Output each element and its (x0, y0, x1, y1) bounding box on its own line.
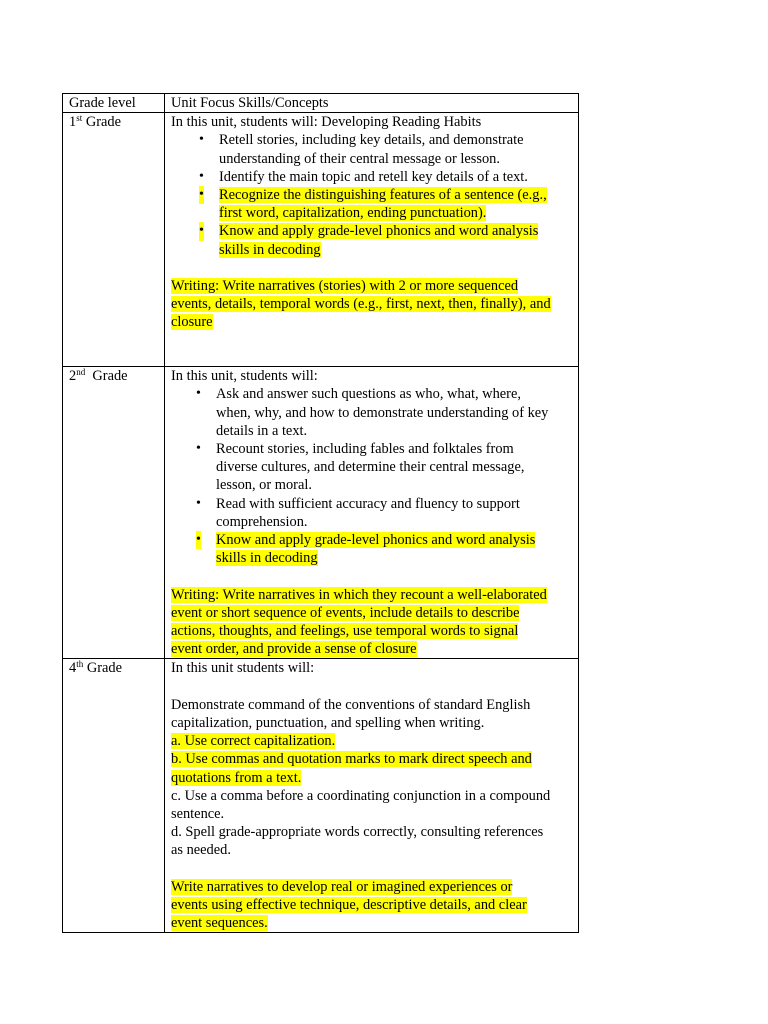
grade-number: 1 (69, 114, 77, 131)
grade-number: 2 (69, 368, 77, 385)
list-item (171, 131, 578, 167)
bullet-icon: • (196, 531, 201, 549)
skills-list (171, 131, 578, 258)
line: first word, capitalization, ending punctuation). (219, 205, 487, 222)
line: events, details, temporal words (e.g., first, next, then, finally), and (171, 296, 551, 313)
list-item (171, 385, 578, 440)
focus-header: Unit Focus Skills/Concepts (165, 94, 579, 113)
line: Write narratives to develop real or imagined experiences or (171, 878, 513, 895)
writing-paragraph (171, 586, 578, 659)
table-row-grade-4 (63, 659, 579, 933)
line: events using effective technique, descriptive details, and clear (171, 897, 527, 914)
table-row-grade-1 (63, 113, 579, 367)
line: comprehension. (216, 513, 308, 530)
list-item (171, 531, 578, 567)
line: b. Use commas and quotation marks to mark direct speech and (171, 751, 532, 768)
grade-cell (63, 113, 165, 367)
grade-cell (63, 659, 165, 933)
writing-paragraph (171, 878, 578, 933)
grade-word: Grade (86, 660, 122, 677)
table-header-row (63, 94, 579, 113)
bullet-icon: • (196, 386, 201, 402)
list-item (171, 186, 578, 222)
bullet-icon: • (199, 222, 204, 240)
line: Demonstrate command of the conventions of standard English (171, 696, 531, 713)
line: event order, and provide a sense of closure (171, 641, 417, 658)
line: diverse cultures, and determine their central message, (216, 459, 525, 476)
bullet-icon: • (196, 441, 201, 457)
unit-intro: In this unit students will: (171, 660, 315, 677)
line: Know and apply grade-level phonics and word analysis (219, 223, 539, 240)
list-item (171, 750, 578, 786)
command-paragraph (171, 696, 578, 732)
line: as needed. (171, 842, 231, 859)
grade-level-header: Grade level (63, 94, 165, 113)
list-item (171, 787, 578, 823)
bullet-icon: • (199, 132, 204, 148)
line: capitalization, punctuation, and spelling when writing. (171, 715, 485, 732)
focus-cell (165, 659, 579, 933)
writing-paragraph (171, 277, 578, 332)
line: Writing: Write narratives (stories) with 2 or more sequenced (171, 278, 519, 295)
grade-word: Grade (92, 368, 128, 385)
line: closure (171, 314, 213, 331)
list-item (171, 168, 578, 186)
list-item (171, 222, 578, 258)
list-item (171, 440, 578, 495)
line: Ask and answer such questions as who, what, where, (216, 386, 521, 403)
unit-intro: In this unit, students will: Developing Reading Habits (171, 114, 482, 131)
line: skills in decoding (216, 550, 318, 567)
line: event sequences. (171, 915, 268, 932)
unit-intro: In this unit, students will: (171, 368, 318, 385)
line: d. Spell grade-appropriate words correctly, consulting references (171, 824, 544, 841)
grade-word: Grade (85, 114, 121, 131)
line: event or short sequence of events, include details to describe (171, 604, 520, 621)
line: c. Use a comma before a coordinating conjunction in a compound (171, 787, 551, 804)
bullet-icon: • (199, 168, 204, 184)
list-item (171, 732, 578, 750)
bullet-icon: • (196, 495, 201, 511)
line: when, why, and how to demonstrate understanding of key (216, 404, 549, 421)
grade-ordinal: st (76, 113, 83, 124)
line: quotations from a text. (171, 769, 302, 786)
line: lesson, or moral. (216, 477, 312, 494)
line: sentence. (171, 806, 225, 823)
grade-ordinal: th (76, 659, 84, 670)
line: Recognize the distinguishing features of a sentence (e.g., (219, 187, 547, 204)
focus-cell (165, 113, 579, 367)
unit-focus-table (62, 93, 579, 933)
line: Writing: Write narratives in which they recount a well-elaborated (171, 586, 547, 603)
line: Identify the main topic and retell key details of a text. (219, 168, 528, 185)
line: actions, thoughts, and feelings, use temporal words to signal (171, 623, 519, 640)
line: a. Use correct capitalization. (171, 733, 336, 750)
line: skills in decoding (219, 241, 321, 258)
line: Read with sufficient accuracy and fluency to support (216, 495, 520, 512)
grade-number: 4 (69, 660, 77, 677)
table-row-grade-2 (63, 367, 579, 659)
line: details in a text. (216, 422, 308, 439)
line: Retell stories, including key details, and demonstrate (219, 132, 524, 149)
bullet-icon: • (199, 186, 204, 204)
line: understanding of their central message or lesson. (219, 150, 500, 167)
line: Know and apply grade-level phonics and word analysis (216, 532, 536, 549)
line: Recount stories, including fables and folktales from (216, 441, 514, 458)
list-item (171, 823, 578, 859)
grade-ordinal: nd (76, 367, 86, 378)
grade-cell (63, 367, 165, 659)
list-item (171, 495, 578, 531)
focus-cell (165, 367, 579, 659)
skills-list (171, 385, 578, 567)
